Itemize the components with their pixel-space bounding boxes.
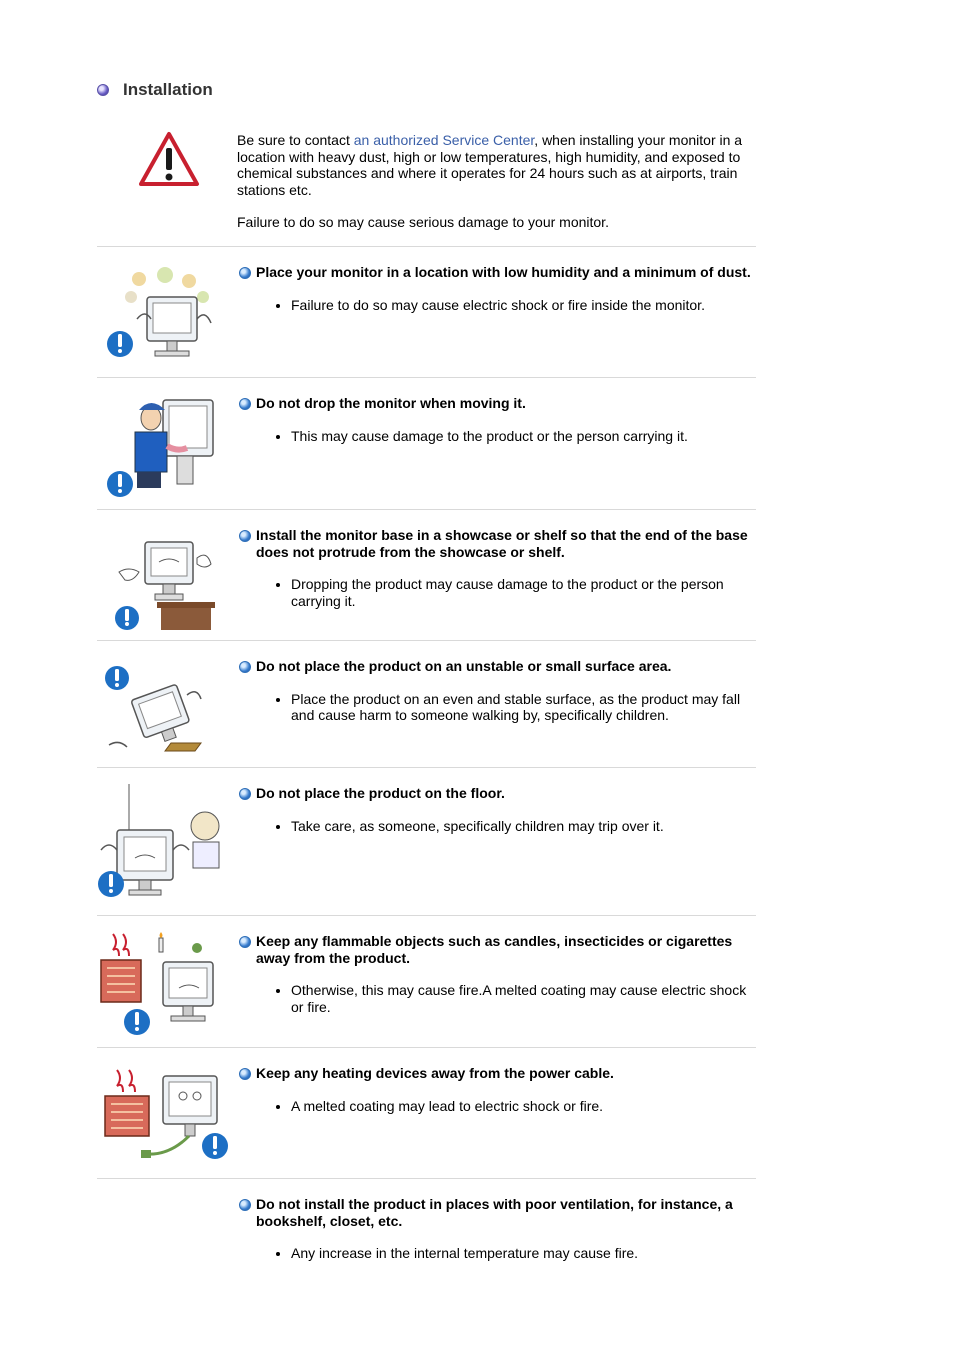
section-not-on-floor (97, 767, 756, 916)
section-content (239, 933, 756, 1015)
section-heading: Place your monitor in a location with low humidity and a minimum of dust. (239, 264, 756, 281)
list-item: • Place the product on an even and stable surface, as the product may fall and cause harm to someone walking by, specifically children. (291, 691, 756, 724)
bullet-list (239, 576, 756, 609)
section-heading: Do not place the product on an unstable or small surface area. (239, 658, 756, 675)
bullet-list (239, 428, 756, 445)
section-unstable-surface (97, 640, 756, 768)
list-item: • This may cause damage to the product or the person carrying it. (291, 428, 756, 445)
page-title-row (97, 80, 213, 100)
heater-power-cable-illustration (97, 1060, 233, 1170)
section-content (239, 785, 756, 834)
monitor-dust-illustration (97, 259, 233, 369)
section-do-not-drop (97, 377, 756, 509)
bullet-list (239, 1098, 756, 1115)
bullet-list (239, 1245, 756, 1262)
title-bullet-icon (97, 84, 109, 96)
section-heading: Keep any heating devices away from the power cable. (239, 1065, 756, 1082)
blue-bullet-icon (239, 530, 251, 542)
section-heating-devices (97, 1047, 756, 1179)
blue-bullet-icon (239, 1199, 251, 1211)
bullet-list (239, 691, 756, 724)
intro-paragraph-1: Be sure to contact an authorized Service Center, when installing your monitor in a location with heavy dust, high or low temperatures, high humidity, and exposed to chemical substances and where it operates for 24 hours such as at airports, train stations etc. (237, 132, 743, 198)
blue-bullet-icon (239, 661, 251, 673)
section-heading: Keep any flammable objects such as candles, insecticides or cigarettes away from the product. (239, 933, 756, 966)
bullet-list (239, 818, 756, 835)
list-item: • Dropping the product may cause damage to the product or the person carrying it. (291, 576, 756, 609)
section-content (239, 1196, 756, 1262)
blue-bullet-icon (239, 788, 251, 800)
list-item: • Any increase in the internal temperature may cause fire. (291, 1245, 756, 1262)
bullet-list (239, 982, 756, 1015)
blue-bullet-icon (239, 398, 251, 410)
section-content (239, 658, 756, 724)
blue-bullet-icon (239, 936, 251, 948)
section-content (239, 527, 756, 609)
list-item: • A melted coating may lead to electric shock or fire. (291, 1098, 756, 1115)
service-center-link[interactable]: an authorized Service Center (353, 132, 535, 148)
monitor-falling-illustration (97, 653, 233, 763)
intro-text (237, 132, 757, 247)
section-heading: Do not drop the monitor when moving it. (239, 395, 756, 412)
list-item: • Otherwise, this may cause fire.A melted coating may cause electric shock or fire. (291, 982, 756, 1015)
heater-candle-monitor-illustration (97, 928, 233, 1038)
section-flammable-objects (97, 915, 756, 1048)
list-item: • Failure to do so may cause electric shock or fire inside the monitor. (291, 297, 756, 314)
section-heading: Do not install the product in places with poor ventilation, for instance, a bookshelf, closet, etc. (239, 1196, 756, 1229)
monitor-floor-child-illustration (97, 780, 233, 910)
page-title: Installation (123, 80, 213, 99)
intro-paragraph-2: Failure to do so may cause serious damage to your monitor. (237, 214, 609, 230)
blue-bullet-icon (239, 267, 251, 279)
blue-bullet-icon (239, 1068, 251, 1080)
section-low-humidity (97, 246, 756, 378)
section-heading: Install the monitor base in a showcase or shelf so that the end of the base does not protrude from the showcase or shelf. (239, 527, 756, 560)
section-heading: Do not place the product on the floor. (239, 785, 756, 802)
warning-triangle-icon (137, 130, 201, 190)
list-item: • Take care, as someone, specifically children may trip over it. (291, 818, 756, 835)
section-content (239, 1065, 756, 1114)
section-poor-ventilation (97, 1178, 756, 1279)
monitor-on-shelf-illustration (97, 522, 233, 632)
bullet-list (239, 297, 756, 314)
section-monitor-base-shelf (97, 509, 756, 641)
section-content (239, 395, 756, 444)
section-content (239, 264, 756, 313)
person-carrying-monitor-illustration (97, 390, 233, 500)
